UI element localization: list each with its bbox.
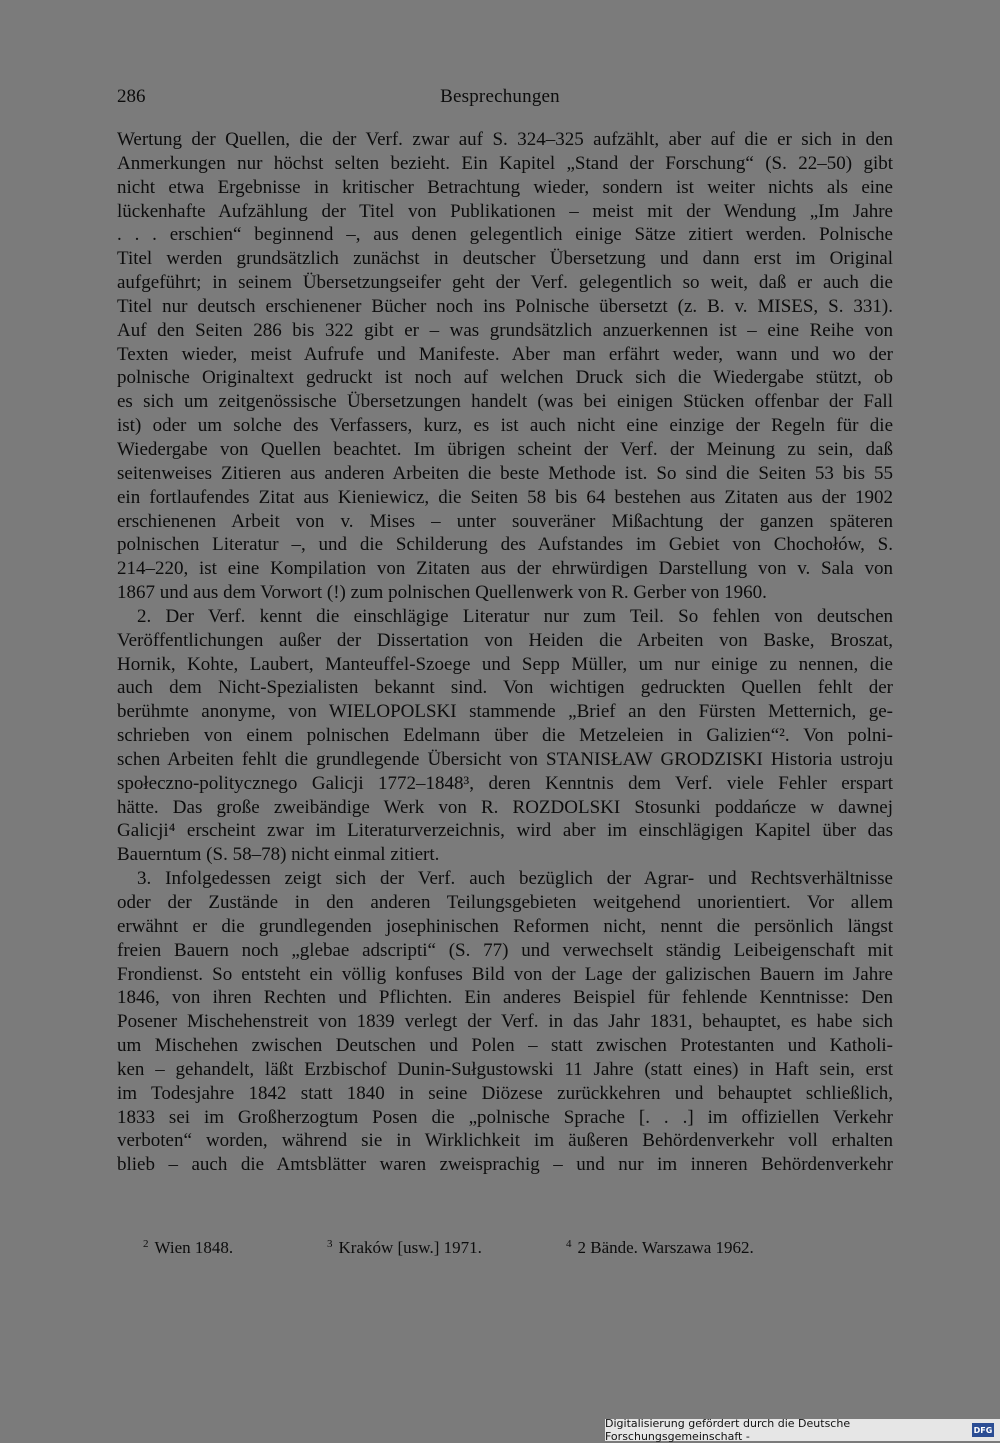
text-line: ken – gehandelt, läßt Erzbischof Dunin-Sułgustowski 11 Jahre (statt eines) in Haft sein, erst — [117, 1058, 893, 1080]
text-line: polnische Originaltext gedruckt ist noch auf welchen Druck sich die Wiedergabe stützt, ob — [117, 367, 893, 389]
text-line: Frondienst. So entsteht ein völlig konfuses Bild von der Lage der galizischen Bauern im Jahre — [117, 963, 893, 985]
text-line: społeczno-politycznego Galicji 1772–1848³, deren Kenntnis dem Verf. viele Fehler erspart — [117, 772, 893, 794]
text-line: oder der Zustände in den anderen Teilungsgebieten weitgehend unorientiert. Vor allem — [117, 892, 893, 913]
text-line: 1846, von ihren Rechten und Pflichten. Ein anderes Beispiel für fehlende Kenntnisse: Den — [117, 987, 893, 1009]
text-line: Veröffentlichungen außer der Dissertation von Heiden die Arbeiten von Baske, Broszat, — [117, 629, 893, 651]
text-line: es sich um zeitgenössische Übersetzungen handelt (was bei einigen Stücken offenbar der Fall — [117, 391, 893, 413]
text-line: verboten“ worden, während sie in Wirklichkeit im äußeren Behördenverkehr voll erhalten — [117, 1130, 893, 1152]
text-line: schrieben von einem polnischen Edelmann über die Metzeleien in Galizien“². Von polni- — [117, 725, 893, 747]
text-line: aufgeführt; in seinem Übersetzungseifer geht der Verf. gelegentlich so weit, daß er auch die — [117, 272, 893, 294]
text-line: Posener Mischehenstreit von 1839 verlegt der Verf. in das Jahr 1831, behauptet, es habe sich — [117, 1011, 893, 1033]
text-line: Wertung der Quellen, die der Verf. zwar auf S. 324–325 aufzählt, aber auf die er sich in den — [117, 129, 893, 150]
text-line: Bauerntum (S. 58–78) nicht einmal zitiert. — [117, 844, 440, 866]
footnotes — [0, 1238, 1000, 1262]
footnote-text: Kraków [usw.] 1971. — [338, 1238, 482, 1257]
text-line: seitenweises Zitieren aus anderen Arbeiten die beste Methode ist. So sind die Seiten 53 bis 55 — [117, 462, 893, 484]
text-line: 2. Der Verf. kennt die einschlägige Literatur nur zum Teil. So fehlen von deutschen — [137, 605, 893, 627]
text-line: erwähnt er die grundlegenden josephinischen Reformen nicht, nennt die persönlich längst — [117, 915, 893, 937]
digitization-credit-bar — [605, 1419, 1000, 1441]
text-line: . . . erschien“ beginnend –, aus denen gelegentlich einige Sätze zitiert werden. Polnische — [117, 224, 893, 246]
text-line: 214–220, ist eine Kompilation von Zitaten aus der ehrwürdigen Darstellung von v. Sala von — [117, 558, 893, 580]
text-line: hätte. Das große zweibändige Werk von R. ROZDOLSKI Stosunki poddańcze w dawnej — [117, 796, 893, 818]
text-line: Anmerkungen nur höchst selten bezieht. Ein Kapitel „Stand der Forschung“ (S. 22–50) gibt — [117, 152, 893, 174]
text-line: 1833 sei im Großherzogtum Posen die „polnische Sprache [. . .] im offiziellen Verkehr — [117, 1106, 893, 1128]
footnote-mark: 2 — [143, 1238, 149, 1250]
footnote — [143, 1238, 233, 1258]
text-line: Texten wieder, meist Aufrufe und Manifeste. Aber man erfährt weder, wann und wo der — [117, 343, 893, 365]
text-line: lückenhafte Aufzählung der Titel von Publikationen – meist mit der Wendung „Im Jahre — [117, 200, 893, 222]
text-line: polnischen Literatur –, und die Schilderung des Aufstandes im Gebiet von Chochołów, S. — [117, 534, 893, 556]
text-line: um Mischehen zwischen Deutschen und Polen – statt zwischen Protestanten und Katholi- — [117, 1035, 893, 1057]
text-line: ein fortlaufendes Zitat aus Kieniewicz, die Seiten 58 bis 64 bestehen aus Zitaten aus der 1902 — [117, 486, 893, 508]
footnote — [327, 1238, 482, 1258]
text-line: Titel nur deutsch erschienener Bücher noch ins Polnische übersetzt (z. B. v. MISES, S. 331). — [117, 295, 893, 317]
running-head: Besprechungen — [440, 86, 560, 107]
text-line: Wiedergabe von Quellen beachtet. Im übrigen scheint der Verf. der Meinung zu sein, daß — [117, 438, 893, 460]
page-number: 286 — [117, 86, 146, 107]
text-line: 1867 und aus dem Vorwort (!) zum polnischen Quellenwerk von R. Gerber von 1960. — [117, 582, 767, 604]
credit-text: Digitalisierung gefördert durch die Deutsche Forschungsgemeinschaft - — [605, 1417, 851, 1443]
text-line: berühmte anonyme, von WIELOPOLSKI stammende „Brief an den Fürsten Metternich, ge- — [117, 701, 893, 723]
text-line: Galicji⁴ erscheint zwar im Literaturverzeichnis, wird aber im einschlägigen Kapitel über das — [117, 820, 893, 842]
footnote-text: 2 Bände. Warszawa 1962. — [577, 1238, 754, 1257]
text-line: 3. Infolgedessen zeigt sich der Verf. auch bezüglich der Agrar- und Rechtsverhältnisse — [137, 868, 893, 890]
footnote — [566, 1238, 754, 1258]
text-line: im Todesjahre 1842 statt 1840 in seine Diözese zurückkehren und behauptet schließlich, — [117, 1082, 893, 1104]
text-line: schen Arbeiten fehlt die grundlegende Übersicht von STANISŁAW GRODZISKI Historia ustroju — [117, 748, 893, 770]
footnote-mark: 3 — [327, 1238, 333, 1250]
text-line: ist) oder um solche des Verfassers, kurz, es ist auch nicht eine einzige der Regeln für die — [117, 415, 893, 437]
text-line: blieb – auch die Amtsblätter waren zweisprachig – und nur im inneren Behördenverkehr — [117, 1154, 893, 1176]
dfg-logo-icon: DFG — [972, 1423, 994, 1437]
text-line: freien Bauern noch „glebae adscripti“ (S. 77) und verwechselt ständig Leibeigenschaft mit — [117, 939, 893, 961]
footnote-text: Wien 1848. — [154, 1238, 234, 1257]
text-line: nicht etwa Ergebnisse in kritischer Betrachtung wieder, sondern ist weiter nichts als eine — [117, 176, 893, 198]
text-line: Hornik, Kohte, Laubert, Manteuffel-Szoege und Sepp Müller, um nur einige zu nennen, die — [117, 653, 893, 675]
text-line: erschienenen Arbeit von v. Mises – unter souveräner Mißachtung der ganzen späteren — [117, 510, 893, 532]
footnote-mark: 4 — [566, 1238, 572, 1250]
text-line: auch dem Nicht-Spezialisten bekannt sind. Von wichtigen gedruckten Quellen fehlt der — [117, 677, 893, 699]
text-line: Auf den Seiten 286 bis 322 gibt er – was grundsätzlich anzuerkennen ist – eine Reihe von — [117, 319, 893, 341]
text-line: Titel werden grundsätzlich zunächst in deutscher Übersetzung und dann erst im Original — [117, 248, 893, 270]
body-text — [117, 128, 893, 1177]
